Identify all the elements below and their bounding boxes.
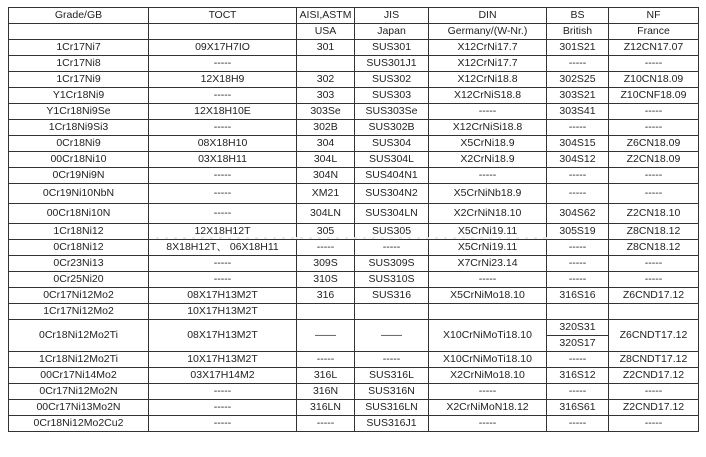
cell-aisi: ----- (297, 416, 355, 432)
table-row (9, 72, 699, 88)
cell-gost: ----- (149, 184, 297, 204)
cell-grade: 0Cr17Ni12Mo2N (9, 384, 149, 400)
cell-bs: 320S17 (547, 336, 609, 352)
cell-aisi: —— (297, 320, 355, 352)
cell-gost: 12X18H12T (149, 224, 297, 240)
cell-bs: ----- (547, 416, 609, 432)
cell-jis: SUS303Se (355, 104, 429, 120)
cell-aisi: 316N (297, 384, 355, 400)
cell-gost: 10X17H13M2T (149, 304, 297, 320)
cell-jis: SUS304LN (355, 204, 429, 224)
cell-grade: 0Cr18Ni12Mo2Cu2 (9, 416, 149, 432)
subheader-row (9, 24, 699, 40)
cell-nf: Z8CN18.12 (609, 224, 699, 240)
cell-nf: Z12CN17.07 (609, 40, 699, 56)
table-row (9, 120, 699, 136)
table-row (9, 384, 699, 400)
cell-gost: ----- (149, 416, 297, 432)
cell-gost: 12X18H10E (149, 104, 297, 120)
cell-aisi: 303 (297, 88, 355, 104)
cell-jis: SUS301J1 (355, 56, 429, 72)
cell-nf: Z2CND17.12 (609, 400, 699, 416)
cell-bs: 301S21 (547, 40, 609, 56)
cell-aisi (297, 304, 355, 320)
cell-grade: 1Cr17Ni8 (9, 56, 149, 72)
column-header-aisi-astm: AISI,ASTM (297, 8, 355, 24)
cell-din: X5CrNi18.9 (429, 136, 547, 152)
cell-nf: Z6CND17.12 (609, 288, 699, 304)
cell-grade: 00Cr18Ni10N (9, 204, 149, 224)
cell-bs: ----- (547, 120, 609, 136)
cell-bs: ----- (547, 384, 609, 400)
cell-bs: 316S61 (547, 400, 609, 416)
cell-grade: 00Cr17Ni14Mo2 (9, 368, 149, 384)
cell-bs: ----- (547, 168, 609, 184)
table-row (9, 224, 699, 240)
table-row-split-top (9, 320, 699, 336)
cell-din (429, 304, 547, 320)
cell-jis: ----- (355, 352, 429, 368)
cell-din: X12CrNiS18.8 (429, 88, 547, 104)
cell-aisi: 304 (297, 136, 355, 152)
cell-aisi: 309S (297, 256, 355, 272)
cell-gost: 12X18H9 (149, 72, 297, 88)
cell-grade: 0Cr25Ni20 (9, 272, 149, 288)
table-row (9, 88, 699, 104)
table-row (9, 184, 699, 204)
cell-din: X12CrNiSi18.8 (429, 120, 547, 136)
cell-bs: ----- (547, 56, 609, 72)
column-header-bs: BS (547, 8, 609, 24)
steel-grade-comparison-table (8, 7, 699, 432)
cell-bs: 316S16 (547, 288, 609, 304)
cell-aisi: XM21 (297, 184, 355, 204)
cell-jis: —— (355, 320, 429, 352)
cell-aisi: 316L (297, 368, 355, 384)
cell-jis: SUS302 (355, 72, 429, 88)
table-row (9, 400, 699, 416)
cell-jis: SUS310S (355, 272, 429, 288)
cell-nf: Z2CND17.12 (609, 368, 699, 384)
cell-gost: 08X18H10 (149, 136, 297, 152)
cell-aisi: 304LN (297, 204, 355, 224)
table-row (9, 288, 699, 304)
cell-gost: 03X18H11 (149, 152, 297, 168)
cell-gost: ----- (149, 168, 297, 184)
cell-nf: ----- (609, 272, 699, 288)
cell-bs: ----- (547, 256, 609, 272)
cell-din: X5CrNi19.11 (429, 224, 547, 240)
cell-aisi: 303Se (297, 104, 355, 120)
header-row (9, 8, 699, 24)
cell-din: X7CrNi23.14 (429, 256, 547, 272)
cell-bs: 304S62 (547, 204, 609, 224)
cell-din: X5CrNiMo18.10 (429, 288, 547, 304)
cell-gost: ----- (149, 204, 297, 224)
cell-jis (355, 304, 429, 320)
subheader-gost (149, 24, 297, 40)
cell-aisi: 304N (297, 168, 355, 184)
cell-aisi: ----- (297, 240, 355, 256)
cell-nf: Z2CN18.09 (609, 152, 699, 168)
column-header-nf: NF (609, 8, 699, 24)
cell-jis: SUS304 (355, 136, 429, 152)
cell-bs: 316S12 (547, 368, 609, 384)
cell-bs: ----- (547, 184, 609, 204)
cell-din: ----- (429, 168, 547, 184)
column-header-din: DIN (429, 8, 547, 24)
cell-din: X2CrNi18.9 (429, 152, 547, 168)
cell-din: X2CrNiMoN18.12 (429, 400, 547, 416)
subheader-grade (9, 24, 149, 40)
cell-din: X5CrNiNb18.9 (429, 184, 547, 204)
cell-jis: SUS305 (355, 224, 429, 240)
cell-bs: 320S31 (547, 320, 609, 336)
cell-jis: SUS404N1 (355, 168, 429, 184)
cell-bs: 303S21 (547, 88, 609, 104)
cell-grade: 0Cr18Ni12Mo2Ti (9, 320, 149, 352)
table-row (9, 104, 699, 120)
cell-nf: Z10CN18.09 (609, 72, 699, 88)
cell-nf: Z2CN18.10 (609, 204, 699, 224)
cell-gost: 03X17H14M2 (149, 368, 297, 384)
cell-grade: 0Cr23Ni13 (9, 256, 149, 272)
cell-nf: Z10CNF18.09 (609, 88, 699, 104)
table-row (9, 272, 699, 288)
cell-din: X2CrNiMo18.10 (429, 368, 547, 384)
cell-nf: ----- (609, 56, 699, 72)
cell-jis: SUS316L (355, 368, 429, 384)
cell-din: X12CrNi17.7 (429, 56, 547, 72)
cell-aisi: 302B (297, 120, 355, 136)
table-row (9, 204, 699, 224)
cell-bs: ----- (547, 352, 609, 368)
table-row (9, 416, 699, 432)
cell-nf: Z8CN18.12 (609, 240, 699, 256)
cell-grade: 1Cr17Ni12Mo2 (9, 304, 149, 320)
table-row (9, 152, 699, 168)
subheader-country-japan: Japan (355, 24, 429, 40)
cell-grade: 1Cr18Ni12 (9, 224, 149, 240)
subheader-country-france: France (609, 24, 699, 40)
cell-gost: 08X17H13M2T (149, 288, 297, 304)
cell-grade: 1Cr18Ni12Mo2Ti (9, 352, 149, 368)
cell-nf: ----- (609, 168, 699, 184)
cell-din: X12CrNi17.7 (429, 40, 547, 56)
table-row (9, 256, 699, 272)
table-row (9, 136, 699, 152)
cell-grade: Y1Cr18Ni9Se (9, 104, 149, 120)
table-row (9, 168, 699, 184)
cell-jis: SUS301 (355, 40, 429, 56)
table-body (9, 40, 699, 432)
cell-din: X10CrNiMoTi18.10 (429, 352, 547, 368)
cell-bs (547, 304, 609, 320)
cell-din: ----- (429, 272, 547, 288)
cell-aisi: 302 (297, 72, 355, 88)
table-row (9, 368, 699, 384)
cell-jis: SUS303 (355, 88, 429, 104)
cell-gost: ----- (149, 272, 297, 288)
cell-din: X12CrNi18.8 (429, 72, 547, 88)
cell-gost: 09X17H7IO (149, 40, 297, 56)
cell-nf: ----- (609, 120, 699, 136)
cell-grade: 0Cr18Ni9 (9, 136, 149, 152)
cell-nf: ----- (609, 104, 699, 120)
cell-gost: 10X17H13M2T (149, 352, 297, 368)
cell-grade: 0Cr19Ni10NbN (9, 184, 149, 204)
cell-nf: Z8CNDT17.12 (609, 352, 699, 368)
cell-nf: Z6CNDT17.12 (609, 320, 699, 352)
cell-din: ----- (429, 384, 547, 400)
cell-grade: 1Cr17Ni9 (9, 72, 149, 88)
cell-din: X2CrNiN18.10 (429, 204, 547, 224)
cell-aisi (297, 56, 355, 72)
cell-gost: ----- (149, 384, 297, 400)
cell-grade: 00Cr18Ni10 (9, 152, 149, 168)
cell-aisi: 301 (297, 40, 355, 56)
cell-bs: 304S15 (547, 136, 609, 152)
cell-jis: SUS302B (355, 120, 429, 136)
table-row (9, 352, 699, 368)
cell-gost: ----- (149, 88, 297, 104)
cell-nf: Z6CN18.09 (609, 136, 699, 152)
column-header-jis: JIS (355, 8, 429, 24)
cell-jis: SUS316J1 (355, 416, 429, 432)
cell-jis: SUS316N (355, 384, 429, 400)
subheader-country-germany: Germany/(W-Nr.) (429, 24, 547, 40)
cell-gost: ----- (149, 256, 297, 272)
table-row (9, 40, 699, 56)
cell-din: X5CrNi19.11 (429, 240, 547, 256)
cell-bs: 305S19 (547, 224, 609, 240)
cell-grade: 0Cr19Ni9N (9, 168, 149, 184)
cell-aisi: 316 (297, 288, 355, 304)
cell-bs: ----- (547, 240, 609, 256)
cell-jis: SUS309S (355, 256, 429, 272)
cell-nf: ----- (609, 384, 699, 400)
cell-gost: 8X18H12T、 06X18H11 (149, 240, 297, 256)
cell-grade: 1Cr17Ni7 (9, 40, 149, 56)
cell-jis: SUS316 (355, 288, 429, 304)
cell-aisi: ----- (297, 352, 355, 368)
cell-nf (609, 304, 699, 320)
cell-aisi: 305 (297, 224, 355, 240)
table-row (9, 240, 699, 256)
cell-grade: Y1Cr18Ni9 (9, 88, 149, 104)
cell-bs: ----- (547, 272, 609, 288)
cell-din: ----- (429, 416, 547, 432)
cell-jis: ----- (355, 240, 429, 256)
cell-din: X10CrNiMoTi18.10 (429, 320, 547, 352)
column-header-gost: ТОСТ (149, 8, 297, 24)
subheader-country-british: British (547, 24, 609, 40)
cell-gost: ----- (149, 56, 297, 72)
cell-aisi: 310S (297, 272, 355, 288)
cell-aisi: 316LN (297, 400, 355, 416)
cell-jis: SUS304L (355, 152, 429, 168)
cell-grade: 0Cr17Ni12Mo2 (9, 288, 149, 304)
cell-nf: ----- (609, 416, 699, 432)
cell-nf: ----- (609, 184, 699, 204)
cell-din: ----- (429, 104, 547, 120)
cell-gost: ----- (149, 400, 297, 416)
cell-jis: SUS316LN (355, 400, 429, 416)
cell-grade: 0Cr18Ni12 (9, 240, 149, 256)
table-row (9, 56, 699, 72)
cell-bs: 303S41 (547, 104, 609, 120)
cell-gost: ----- (149, 120, 297, 136)
column-header-grade-gb: Grade/GB (9, 8, 149, 24)
cell-nf: ----- (609, 256, 699, 272)
subheader-country-usa: USA (297, 24, 355, 40)
cell-jis: SUS304N2 (355, 184, 429, 204)
cell-bs: 304S12 (547, 152, 609, 168)
cell-grade: 00Cr17Ni13Mo2N (9, 400, 149, 416)
cell-grade: 1Cr18Ni9Si3 (9, 120, 149, 136)
table-row (9, 304, 699, 320)
cell-bs: 302S25 (547, 72, 609, 88)
cell-aisi: 304L (297, 152, 355, 168)
cell-gost: 08X17H13M2T (149, 320, 297, 352)
